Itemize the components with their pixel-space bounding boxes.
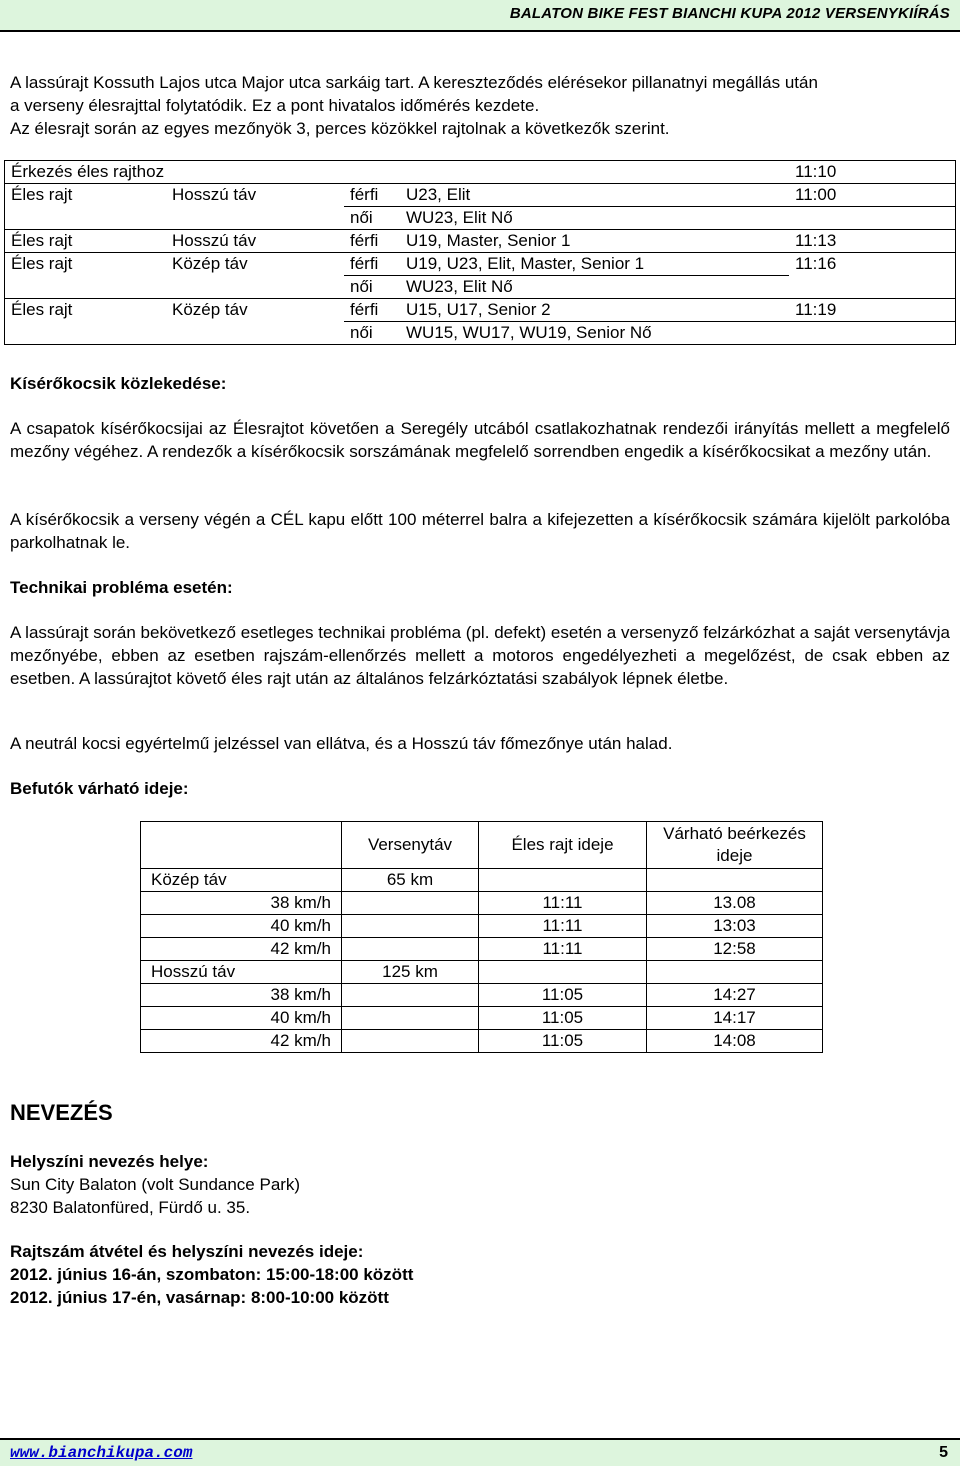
escort-paragraph-2: A kísérőkocsik a verseny végén a CÉL kapu előtt 100 méterrel balra a kifejezetten a kísérőkocsik számára kijelölt parkolóba parkolhatnak le. <box>10 510 950 552</box>
finish-start: 11:11 <box>479 892 647 915</box>
schedule-cell: női <box>344 322 400 345</box>
schedule-cell: Közép táv <box>166 253 344 276</box>
finish-empty-cell <box>479 869 647 892</box>
schedule-cell <box>5 276 167 299</box>
schedule-cell: férfi <box>344 184 400 207</box>
finish-arrival: 12:58 <box>647 938 823 961</box>
finish-group-name: Közép táv <box>141 869 342 892</box>
finish-start: 11:05 <box>479 1007 647 1030</box>
finish-row <box>141 892 823 915</box>
technical-paragraph-1: A lassúrajt során bekövetkező esetleges technikai probléma (pl. defekt) esetén a versenyző felzárkózhat a saját versenytávja mezőnyébe, ebben az esetben rajszám-ellenőrzés mellett a motoros engedélyezheti a megelőzést, de csak ebben az esetben. A lassúrajtot követő éles rajt után az általános felzárkóztatási szabályok lépnek életbe. <box>10 623 950 688</box>
finish-arrival: 14:27 <box>647 984 823 1007</box>
schedule-cell: Közép táv <box>166 299 344 322</box>
schedule-time <box>789 322 956 345</box>
finish-row <box>141 984 823 1007</box>
schedule-time: 11:00 <box>789 184 956 207</box>
finish-group-distance: 65 km <box>342 869 479 892</box>
entry-location-heading: Helyszíni nevezés helye: <box>10 1152 209 1171</box>
schedule-cell: WU23, Elit Nő <box>400 207 789 230</box>
technical-paragraph-2: A neutrál kocsi egyértelmű jelzéssel van ellátva, és a Hosszú táv főmezőnye után halad. <box>10 734 673 753</box>
finish-arrival: 13.08 <box>647 892 823 915</box>
schedule-row <box>5 299 956 322</box>
finish-arrival: 14:08 <box>647 1030 823 1053</box>
schedule-cell: WU23, Elit Nő <box>400 276 789 299</box>
schedule-cell: Hosszú táv <box>166 230 344 253</box>
finish-empty-cell <box>342 1007 479 1030</box>
schedule-cell <box>166 276 344 299</box>
entry-time-line-2: 2012. június 17-én, vasárnap: 8:00-10:00 között <box>10 1288 389 1307</box>
finish-header-distance: Versenytáv <box>342 822 479 869</box>
page-number: 5 <box>939 1444 948 1461</box>
schedule-cell: Éles rajt <box>5 230 167 253</box>
finish-arrival: 13:03 <box>647 915 823 938</box>
finish-start: 11:11 <box>479 915 647 938</box>
entry-title: NEVEZÉS <box>10 1100 113 1125</box>
schedule-cell <box>166 207 344 230</box>
entry-location-line-1: Sun City Balaton (volt Sundance Park) <box>10 1175 301 1194</box>
finish-group-name: Hosszú táv <box>141 961 342 984</box>
finish-row <box>141 938 823 961</box>
finish-times-table <box>140 821 823 1053</box>
schedule-cell <box>5 322 167 345</box>
entry-time-heading: Rajtszám átvétel és helyszíni nevezés ideje: <box>10 1242 364 1261</box>
finish-empty-cell <box>647 961 823 984</box>
schedule-cell: Éles rajt <box>5 184 167 207</box>
finish-empty-cell <box>479 961 647 984</box>
finish-empty-cell <box>342 938 479 961</box>
finish-start: 11:05 <box>479 984 647 1007</box>
start-schedule-table <box>4 160 956 345</box>
schedule-row <box>5 230 956 253</box>
schedule-row <box>5 322 956 345</box>
finish-empty-cell <box>342 892 479 915</box>
schedule-cell: női <box>344 207 400 230</box>
finish-header-start: Éles rajt ideje <box>479 822 647 869</box>
finish-header-row <box>141 822 823 869</box>
page-footer <box>0 1440 960 1466</box>
finish-speed: 38 km/h <box>141 892 342 915</box>
schedule-cell: női <box>344 276 400 299</box>
finish-header-blank <box>141 822 342 869</box>
escort-heading: Kísérőkocsik közlekedése: <box>10 374 227 393</box>
entry-time-line-1: 2012. június 16-án, szombaton: 15:00-18:00 között <box>10 1265 414 1284</box>
schedule-cell: U19, Master, Senior 1 <box>400 230 789 253</box>
header-divider <box>0 30 960 32</box>
finish-header-expected: Várható beérkezés ideje <box>647 822 823 869</box>
schedule-row <box>5 276 956 299</box>
schedule-cell: Érkezés éles rajthoz <box>5 161 167 184</box>
finish-start: 11:11 <box>479 938 647 961</box>
schedule-cell <box>5 207 167 230</box>
finish-speed: 40 km/h <box>141 1007 342 1030</box>
finish-arrival: 14:17 <box>647 1007 823 1030</box>
intro-line-2: a verseny élesrajttal folytatódik. Ez a pont hivatalos időmérés kezdete. <box>10 96 540 115</box>
finish-speed: 40 km/h <box>141 915 342 938</box>
schedule-cell <box>166 161 344 184</box>
schedule-cell: U23, Elit <box>400 184 789 207</box>
page-header <box>0 0 960 30</box>
header-title: BALATON BIKE FEST BIANCHI KUPA 2012 VERSENYKIÍRÁS <box>509 5 950 22</box>
schedule-row <box>5 207 956 230</box>
schedule-cell: Éles rajt <box>5 253 167 276</box>
intro-line-1: A lassúrajt Kossuth Lajos utca Major utca sarkáig tart. A kereszteződés elérésekor pillanatnyi megállás után <box>10 73 818 92</box>
schedule-cell: Hosszú táv <box>166 184 344 207</box>
intro-line-3: Az élesrajt során az egyes mezőnyök 3, perces közökkel rajtolnak a következők szerint. <box>10 119 670 138</box>
schedule-time <box>789 276 956 299</box>
schedule-cell <box>400 161 789 184</box>
website-link[interactable]: www.bianchikupa.com <box>10 1444 193 1462</box>
schedule-cell: férfi <box>344 230 400 253</box>
schedule-cell: férfi <box>344 253 400 276</box>
finish-group-row <box>141 869 823 892</box>
schedule-cell: WU15, WU17, WU19, Senior Nő <box>400 322 789 345</box>
finish-empty-cell <box>647 869 823 892</box>
schedule-time <box>789 207 956 230</box>
finish-speed: 42 km/h <box>141 938 342 961</box>
schedule-cell <box>344 161 400 184</box>
schedule-time: 11:10 <box>789 161 956 184</box>
finish-speed: 42 km/h <box>141 1030 342 1053</box>
schedule-cell: férfi <box>344 299 400 322</box>
escort-paragraph-1: A csapatok kísérőkocsijai az Élesrajtot követően a Seregély utcából csatlakozhatnak rendezői irányítás mellett a megfelelő mezőny végéhez. A rendezők a kísérőkocsik sorszámának megfelelő sorrendben engedik a kísérőkocsikat a mezőny után. <box>10 419 950 461</box>
schedule-cell <box>166 322 344 345</box>
finish-row <box>141 1007 823 1030</box>
schedule-cell: Éles rajt <box>5 299 167 322</box>
schedule-cell: U15, U17, Senior 2 <box>400 299 789 322</box>
entry-location-line-2: 8230 Balatonfüred, Fürdő u. 35. <box>10 1198 251 1217</box>
finish-heading: Befutók várható ideje: <box>10 779 189 798</box>
schedule-row <box>5 253 956 276</box>
schedule-cell: U19, U23, Elit, Master, Senior 1 <box>400 253 789 276</box>
finish-group-distance: 125 km <box>342 961 479 984</box>
finish-empty-cell <box>342 984 479 1007</box>
schedule-row <box>5 161 956 184</box>
schedule-time: 11:13 <box>789 230 956 253</box>
finish-start: 11:05 <box>479 1030 647 1053</box>
schedule-row <box>5 184 956 207</box>
finish-row <box>141 915 823 938</box>
finish-empty-cell <box>342 915 479 938</box>
technical-heading: Technikai probléma esetén: <box>10 578 233 597</box>
finish-empty-cell <box>342 1030 479 1053</box>
finish-speed: 38 km/h <box>141 984 342 1007</box>
finish-group-row <box>141 961 823 984</box>
finish-row <box>141 1030 823 1053</box>
schedule-time: 11:19 <box>789 299 956 322</box>
schedule-time: 11:16 <box>789 253 956 276</box>
